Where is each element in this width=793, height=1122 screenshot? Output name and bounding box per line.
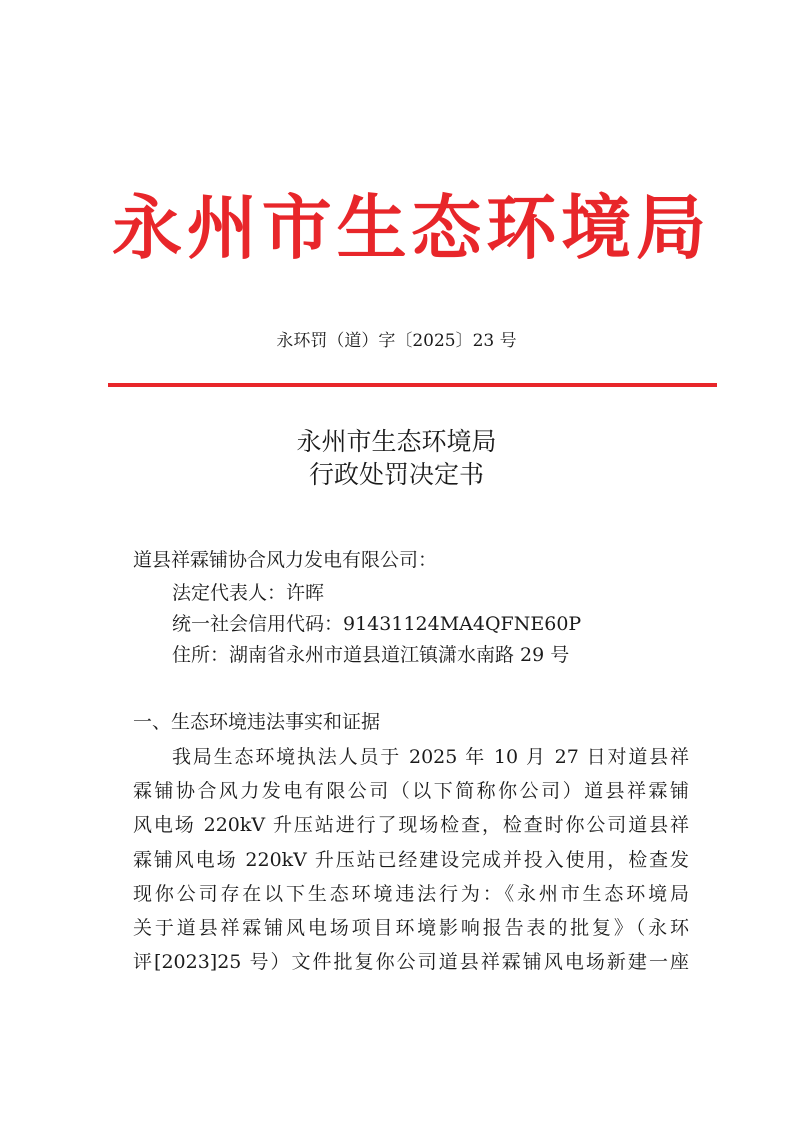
letterhead-divider (108, 383, 717, 387)
paragraph-line: 霖铺协合风力发电有限公司（以下简称你公司）道县祥霖铺 (133, 780, 689, 802)
paragraph-line: 关于道县祥霖铺风电场项目环境影响报告表的批复》（永环 (133, 917, 689, 939)
letterhead-org-name: 永州市生态环境局 (112, 186, 708, 269)
credit-code: 统一社会信用代码：91431124MA4QFNE60P (172, 613, 582, 635)
party-name: 道县祥霖铺协合风力发电有限公司： (133, 549, 438, 571)
paragraph-line: 我局生态环境执法人员于 2025 年 10 月 27 日对道县祥 (172, 746, 689, 768)
paragraph-line: 风电场 220kV 升压站进行了现场检查，检查时你公司道县祥 (133, 814, 689, 836)
address: 住所：湖南省永州市道县道江镇潇水南路 29 号 (172, 644, 570, 666)
document-number: 永环罚（道）字〔2025〕23 号 (276, 331, 517, 351)
document-title-line2: 行政处罚决定书 (308, 460, 484, 489)
document-title-line1: 永州市生态环境局 (296, 427, 497, 456)
paragraph-line: 霖铺风电场 220kV 升压站已经建设完成并投入使用，检查发 (133, 849, 689, 871)
section-heading: 一、生态环境违法事实和证据 (133, 711, 381, 733)
paragraph-line: 评[2023]25 号）文件批复你公司道县祥霖铺风电场新建一座 (133, 951, 689, 973)
legal-representative: 法定代表人：许晖 (172, 582, 325, 604)
paragraph-line: 现你公司存在以下生态环境违法行为：《永州市生态环境局 (133, 883, 689, 905)
